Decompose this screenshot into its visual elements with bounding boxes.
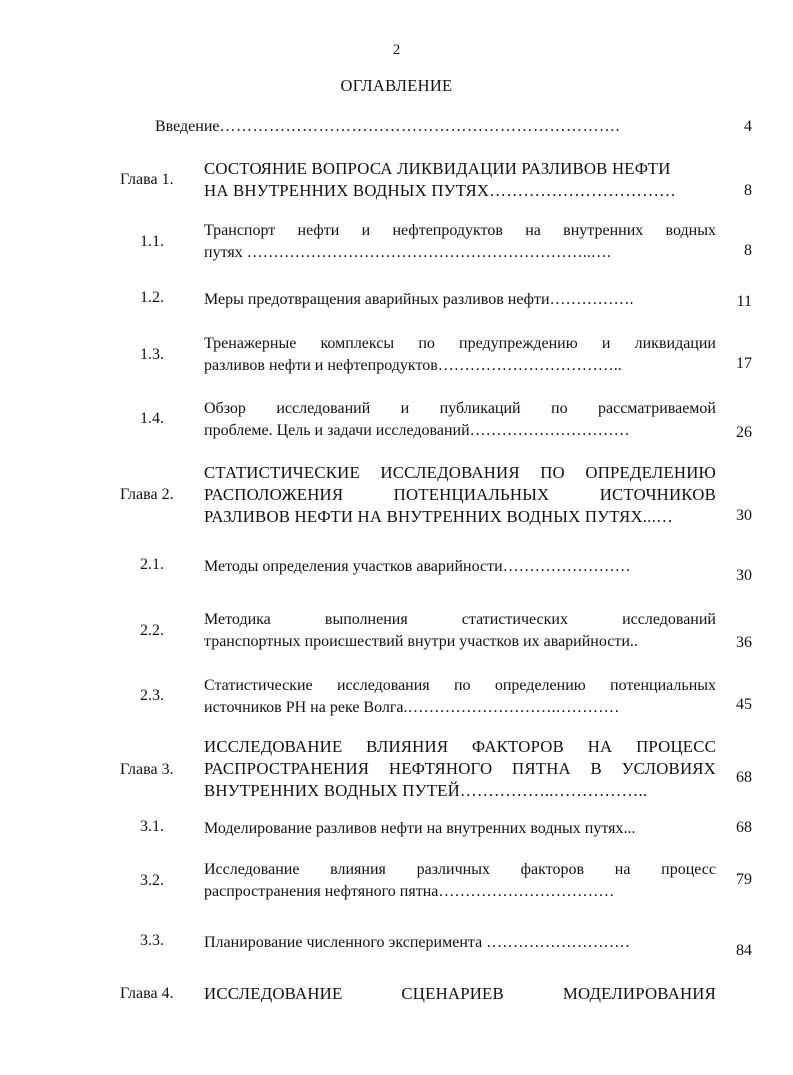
chapter-2-title-line: РАСПОЛОЖЕНИЯ ПОТЕНЦИАЛЬНЫХ ИСТОЧНИКОВ [204,485,716,504]
section-3-2-number: 3.2. [140,872,164,889]
section-title-line: Статистические исследования по определению потенциальных [204,677,716,694]
chapter-2-title-line: РАЗЛИВОВ НЕФТИ НА ВНУТРЕННИХ ВОДНЫХ ПУТЯХ...… [204,507,673,526]
chapter-1-title-line: СОСТОЯНИЕ ВОПРОСА ЛИКВИДАЦИИ РАЗЛИВОВ НЕФТИ [204,159,671,178]
section-3-2-title [204,859,716,903]
chapter-4-title-line: ИССЛЕДОВАНИЕ СЦЕНАРИЕВ МОДЕЛИРОВАНИЯ [204,984,716,1003]
chapter-3-page: 68 [736,769,752,786]
section-title-line: Тренажерные комплексы по предупреждению и ликвидации [204,335,716,352]
chapter-3-title-line: ВНУТРЕННИХ ВОДНЫХ ПУТЕЙ……………..…………….. [204,781,648,800]
section-1-4-page: 26 [736,424,752,441]
section-1-2-number: 1.2. [140,289,164,306]
section-title-line: распространения нефтяного пятна…………………………… [204,883,615,900]
intro-page: 4 [744,118,752,135]
section-3-3-number: 3.3. [140,932,164,949]
page-title: ОГЛАВЛЕНИЕ [340,76,453,95]
chapter-3-title [204,736,716,802]
section-2-1-page: 30 [736,567,752,584]
intro-dots: ………………………………………………………………. [219,118,620,135]
chapter-1-page: 8 [744,182,752,199]
section-title-line: транспортных происшествий внутри участков их аварийности.. [204,633,638,650]
section-2-2-page: 36 [736,634,752,651]
section-3-3-title [204,932,716,954]
section-1-1-number: 1.1. [140,233,164,250]
section-title-line: Исследование влияния различных факторов на процесс [204,861,716,878]
section-2-1-title [204,556,716,578]
section-2-3-page: 45 [736,696,752,713]
section-title-line: проблеме. Цель и задачи исследований………………………… [204,422,630,439]
chapter-2-title-line: СТАТИСТИЧЕСКИЕ ИССЛЕДОВАНИЯ ПО ОПРЕДЕЛЕНИЮ [204,463,716,482]
section-1-1-page: 8 [744,242,752,259]
section-3-1-number: 3.1. [140,818,164,835]
chapter-3-title-line: ИССЛЕДОВАНИЕ ВЛИЯНИЯ ФАКТОРОВ НА ПРОЦЕСС [204,737,716,756]
chapter-4-label: Глава 4. [120,985,174,1002]
section-title-line: Транспорт нефти и нефтепродуктов на внутренних водных [204,222,716,239]
section-1-3-number: 1.3. [140,346,164,363]
chapter-4-title [204,983,716,1005]
section-2-1-number: 2.1. [140,556,164,573]
section-title-line: путях ………………………………………………………..…. [204,244,611,261]
section-title-line: Планирование численного эксперимента ……………………… [204,934,631,951]
chapter-3-label: Глава 3. [120,761,174,778]
section-1-2-page: 11 [736,293,752,310]
section-1-3-title [204,333,716,377]
section-1-4-title [204,398,716,442]
section-title-line: Методы определения участков аварийности…………………… [204,558,631,575]
chapter-2-title [204,462,716,528]
chapter-2-label: Глава 2. [120,486,174,503]
chapter-2-page: 30 [736,507,752,524]
section-title-line: Обзор исследований и публикаций по рассматриваемой [204,400,716,417]
chapter-1-label: Глава 1. [120,171,174,188]
section-2-2-number: 2.2. [140,622,164,639]
section-title-line: источников РН на реке Волга.……………………….………… [204,699,620,716]
section-1-4-number: 1.4. [140,410,164,427]
section-3-3-page: 84 [736,942,752,959]
section-2-3-title [204,675,716,719]
section-title-line: разливов нефти и нефтепродуктов…………………………….. [204,357,622,374]
intro-label: Введение [155,118,220,135]
section-3-2-page: 79 [736,871,752,888]
chapter-1-title [204,158,716,202]
section-title-line: Методика выполнения статистических исследований [204,611,716,628]
section-2-2-title [204,609,716,653]
section-3-1-title [204,818,716,840]
section-1-3-page: 17 [736,355,752,372]
section-1-1-title [204,220,716,264]
chapter-3-title-line: РАСПРОСТРАНЕНИЯ НЕФТЯНОГО ПЯТНА В УСЛОВИЯХ [204,759,716,778]
section-title-line: Моделирование разливов нефти на внутренних водных путях... [204,820,636,837]
section-3-1-page: 68 [736,819,752,836]
page-number: 2 [392,42,401,58]
chapter-1-title-line: НА ВНУТРЕННИХ ВОДНЫХ ПУТЯХ…………………………… [204,181,677,200]
section-1-2-title [204,289,716,311]
section-title-line: Меры предотвращения аварийных разливов нефти……………. [204,291,634,308]
toc-entry-intro [155,118,675,136]
section-2-3-number: 2.3. [140,687,164,704]
